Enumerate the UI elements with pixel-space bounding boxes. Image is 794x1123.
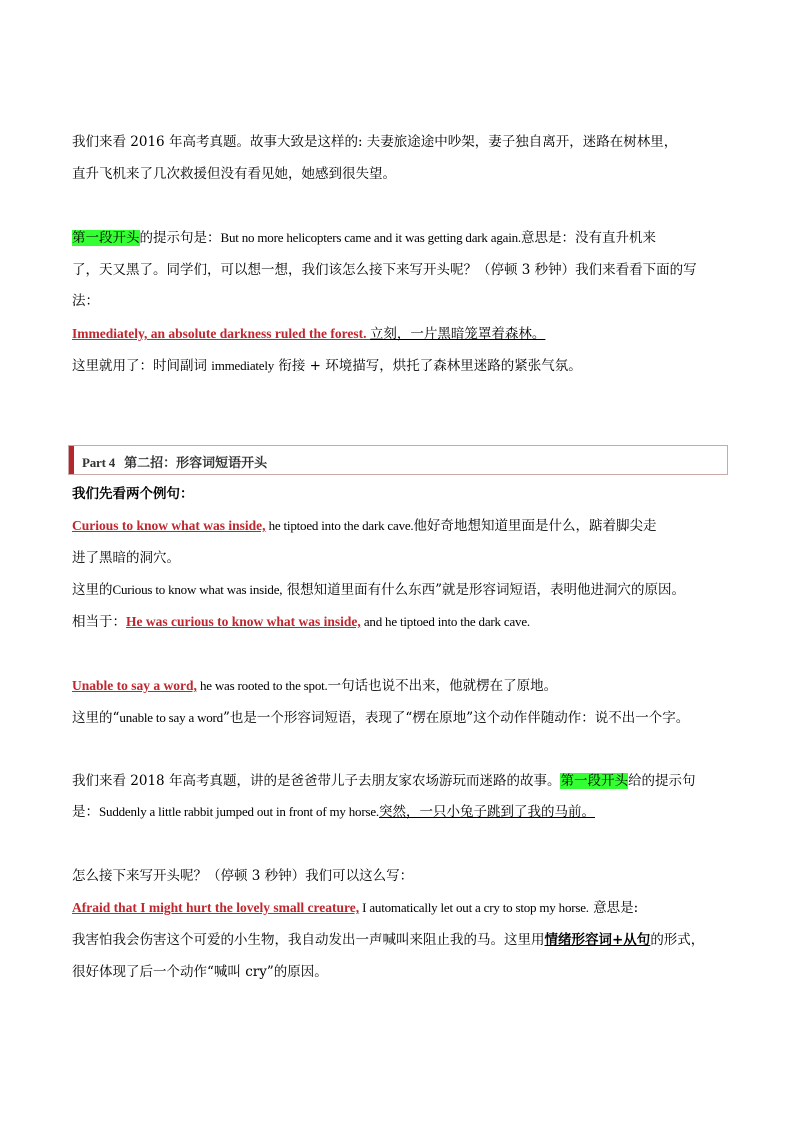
highlighted-text: 第一段开头: [560, 773, 628, 789]
intro-text: 我们先看两个例句：: [72, 486, 194, 502]
english-text: and he tiptoed into the dark cave.: [360, 614, 530, 629]
paragraph-text: 我们来看 2018 年高考真题，讲的是爸爸带儿子去朋友家农场游玩而迷路的故事。: [72, 773, 561, 789]
paragraph-text: 的形式，: [650, 932, 705, 948]
paragraph-line: [72, 613, 734, 631]
paragraph-line: [72, 133, 734, 151]
paragraph-text: ”也是一个形容词短语，表现了“楞在原地”这个动作伴随动作：说不出一个字。: [223, 710, 690, 726]
paragraph-line: [72, 165, 734, 183]
paragraph-text: 这里的“: [72, 710, 120, 726]
highlighted-text: 第一段开头: [72, 230, 140, 246]
paragraph-line: [72, 581, 734, 599]
paragraph-line: [72, 772, 734, 790]
paragraph-line: [72, 229, 734, 247]
paragraph-text: 相当于：: [72, 614, 126, 630]
section-header: [68, 445, 728, 475]
paragraph-text: 很好体现了后一个动作“喊叫 cry”的原因。: [72, 964, 328, 980]
english-text: Suddenly a little rabbit jumped out in front of my horse.: [99, 804, 379, 819]
english-text: he tiptoed into the dark cave.: [265, 518, 414, 533]
paragraph-text: 法：: [72, 293, 99, 309]
translation-text: 他好奇地想知道里面是什么，踮着脚尖走: [413, 518, 657, 534]
paragraph-text: 怎么接下来写开头呢？（停顿 3 秒钟）我们可以这么写：: [72, 868, 414, 884]
example-line: [72, 899, 734, 917]
paragraph-line: [72, 803, 734, 821]
english-text: he was rooted to the spot.: [196, 678, 328, 693]
example-sentence: Curious to know what was inside,: [72, 518, 266, 533]
paragraph-text: 这里的: [72, 582, 113, 598]
english-text: But no more helicopters came and it was getting dark again.: [220, 230, 521, 245]
english-text: immediately: [211, 358, 275, 373]
paragraph-text: 的提示句是：: [139, 230, 221, 246]
paragraph-line: [72, 261, 734, 279]
paragraph-text: 这里就用了：时间副词: [72, 358, 212, 374]
paragraph-line: [72, 292, 734, 310]
paragraph-line: [72, 549, 734, 567]
translation-text: 突然，一只小兔子跳到了我的马前。: [378, 804, 595, 820]
paragraph-text: 是：: [72, 804, 99, 820]
paragraph-text: 我们来看 2016 年高考真题。故事大致是这样的: 夫妻旅途途中吵架，妻子独自离开，迷路在树林里，: [72, 134, 678, 150]
paragraph-line: [72, 485, 734, 503]
example-line: [72, 325, 734, 343]
translation-text: 立刻，一片黑暗笼罩着森林。: [369, 326, 546, 342]
paragraph-line: [72, 867, 734, 885]
paragraph-text: 给的提示句: [627, 773, 696, 789]
example-sentence: Immediately, an absolute darkness ruled the forest.: [72, 326, 370, 341]
paragraph-text: 意思是:: [588, 900, 639, 916]
english-text: unable to say a word: [119, 710, 223, 725]
translation-text: 一句话也说不出来，他就楞在了原地。: [327, 678, 558, 694]
paragraph-line: [72, 931, 734, 949]
example-sentence: He was curious to know what was inside,: [126, 614, 361, 629]
section-title-text: 第二招：形容词短语开头: [124, 456, 268, 471]
example-sentence: Afraid that I might hurt the lovely small creature,: [72, 900, 360, 915]
paragraph-line: [72, 357, 734, 375]
english-text: Curious to know what was inside,: [112, 582, 283, 597]
english-text: I automatically let out a cry to stop my horse.: [359, 900, 589, 915]
paragraph-text: 直升飞机来了几次救援但没有看见她，她感到很失望。: [72, 166, 396, 182]
paragraph-text: 我害怕我会伤害这个可爱的小生物，我自动发出一声喊叫来阻止我的马。这里用: [72, 932, 545, 948]
paragraph-text: 衔接 + 环境描写，烘托了森林里迷路的紧张气氛。: [274, 358, 582, 374]
example-line: [72, 517, 734, 535]
paragraph-line: [72, 963, 734, 981]
section-title: [82, 452, 267, 471]
section-accent-bar: [69, 446, 74, 474]
underlined-text: 情绪形容词+从句: [544, 932, 651, 948]
paragraph-line: [72, 709, 734, 727]
section-label: Part 4: [82, 455, 116, 470]
example-line: [72, 677, 734, 695]
paragraph-text: 进了黑暗的洞穴。: [72, 550, 180, 566]
paragraph-text: 了，天又黑了。同学们，可以想一想，我们该怎么接下来写开头呢？（停顿 3 秒钟）我们来看看下面的写: [72, 262, 697, 278]
paragraph-text: 很想知道里面有什么东西”就是形容词短语，表明他进洞穴的原因。: [282, 582, 686, 598]
paragraph-text: 意思是：没有直升机来: [520, 230, 656, 246]
example-sentence: Unable to say a word,: [72, 678, 197, 693]
